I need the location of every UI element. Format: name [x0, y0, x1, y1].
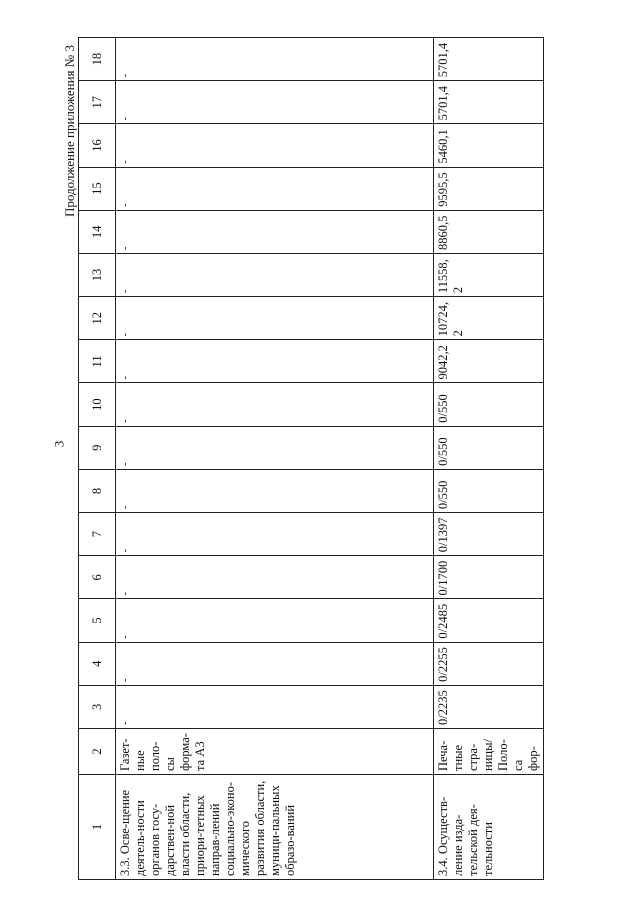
table-cell: 0/2485	[434, 599, 544, 642]
column-header: 14	[79, 210, 116, 253]
column-header: 12	[79, 297, 116, 340]
column-header: 7	[79, 513, 116, 556]
column-header: 4	[79, 642, 116, 685]
table-cell: -	[116, 38, 434, 81]
page-header: Продолжение приложения № 3	[62, 45, 77, 217]
table-cell: 0/1397	[434, 513, 544, 556]
column-header: 11	[79, 340, 116, 383]
table-row	[434, 38, 544, 880]
column-header: 9	[79, 426, 116, 469]
row-type: Газет-ные поло-сы форма-та А3	[116, 729, 434, 775]
table-cell: -	[116, 556, 434, 599]
table-cell: -	[116, 81, 434, 124]
data-table	[78, 37, 544, 880]
table-cell: 0/550	[434, 383, 544, 426]
page-number: 3	[51, 440, 67, 448]
table-cell: 11558,2	[434, 253, 544, 296]
column-header: 3	[79, 685, 116, 728]
table-cell: -	[116, 253, 434, 296]
rotated-table-container	[78, 38, 540, 880]
table-cell: 10724,2	[434, 297, 544, 340]
table-row	[116, 38, 434, 880]
column-header: 5	[79, 599, 116, 642]
table-cell: -	[116, 297, 434, 340]
table-cell: 8860,5	[434, 210, 544, 253]
table-cell: 0/2235	[434, 685, 544, 728]
row-name: 3.3. Осве-щение деятель-ности органов госу-дарствен-ной власти области, приори-тетных направ-лений социально-эконо-мического развития области, муници-пальных образо-ваний	[116, 775, 434, 880]
table-cell: 0/550	[434, 469, 544, 512]
column-header: 1	[79, 775, 116, 880]
column-header: 17	[79, 81, 116, 124]
table-cell: 5701,4	[434, 38, 544, 81]
table-cell: -	[116, 599, 434, 642]
header-row	[79, 38, 116, 880]
table-cell: -	[116, 124, 434, 167]
table-cell: -	[116, 167, 434, 210]
column-header: 18	[79, 38, 116, 81]
row-name: 3.4. Осуществ-ление изда-тельской дея-тельности	[434, 775, 544, 880]
column-header: 15	[79, 167, 116, 210]
column-header: 13	[79, 253, 116, 296]
column-header: 16	[79, 124, 116, 167]
table-cell: -	[116, 340, 434, 383]
table-cell: 0/1700	[434, 556, 544, 599]
table-cell: 0/550	[434, 426, 544, 469]
table-cell: -	[116, 469, 434, 512]
column-header: 2	[79, 729, 116, 775]
table-cell: 5460,1	[434, 124, 544, 167]
column-header: 8	[79, 469, 116, 512]
column-header: 10	[79, 383, 116, 426]
column-header: 6	[79, 556, 116, 599]
table-cell: 9042,2	[434, 340, 544, 383]
table-cell: 0/2255	[434, 642, 544, 685]
table-cell: 9595,5	[434, 167, 544, 210]
table-cell: -	[116, 642, 434, 685]
table-cell: 5701,4	[434, 81, 544, 124]
row-type: Печа-тные стра-ницы/ Поло-са фор-	[434, 729, 544, 775]
table-cell: -	[116, 383, 434, 426]
table-cell: -	[116, 685, 434, 728]
table-cell: -	[116, 210, 434, 253]
table-cell: -	[116, 513, 434, 556]
table-cell: -	[116, 426, 434, 469]
